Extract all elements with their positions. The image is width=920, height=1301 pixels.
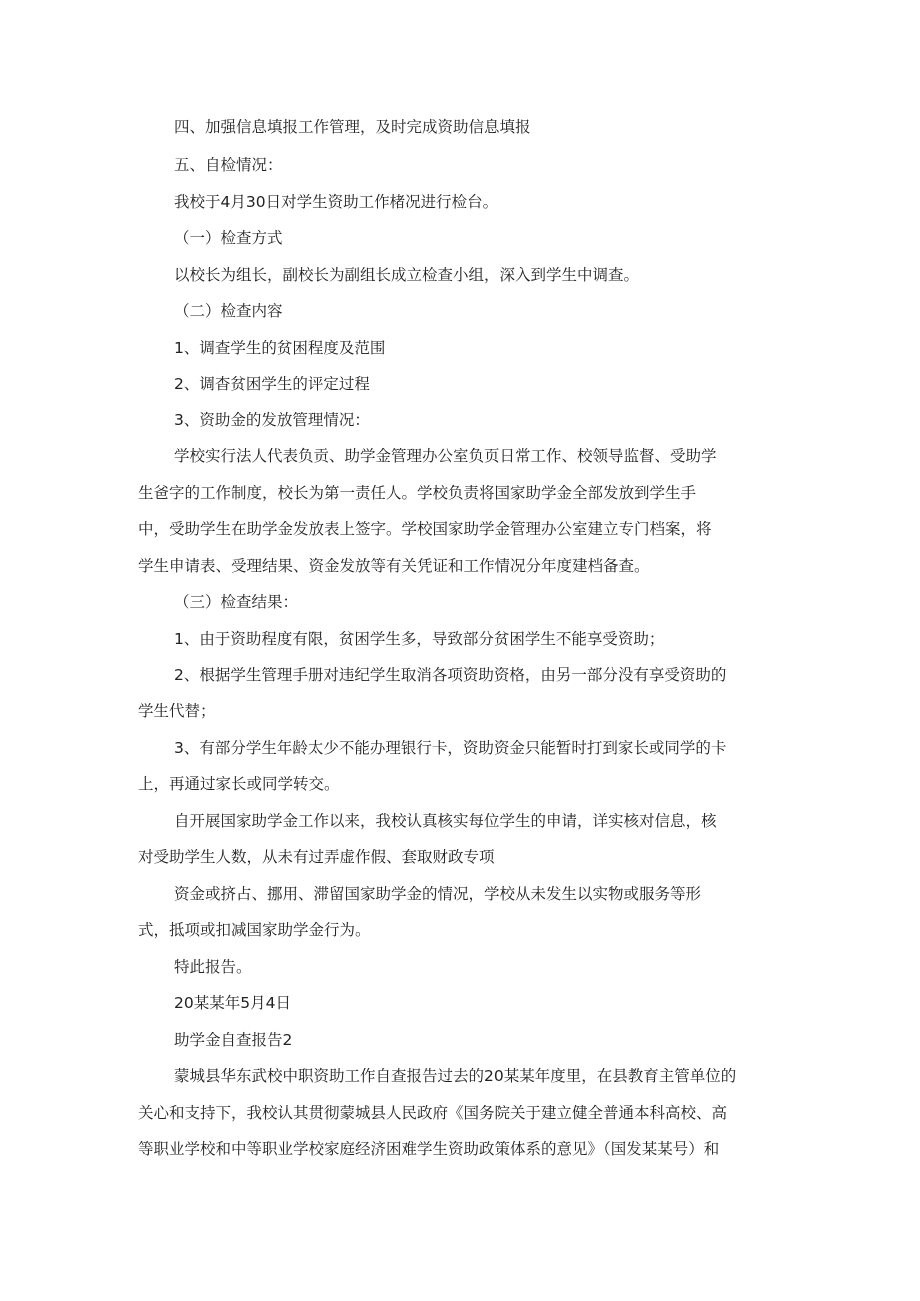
text-line-list-item: 3、资助金的发放管理情况： <box>174 411 370 429</box>
text-line: 学生申请表、受理结果、资金发放等有关凭证和工作情况分年度建档备查。 <box>138 557 650 575</box>
text-line: 式，抵项或扣减国家助学金行为。 <box>138 921 371 939</box>
text-line: 蒙城县华东武校中职资助工作自查报告过去的20某某年度里，在县教育主管单位的 <box>174 1067 737 1085</box>
text-line: 上，再通过家长或同学转交。 <box>138 775 340 793</box>
text-line-subheading-method: （一）检查方式 <box>174 229 283 247</box>
text-line: 以校长为组长，副校长为副组长成立检查小组，深入到学生中调查。 <box>174 266 640 284</box>
text-line-date: 20某某年5月4日 <box>174 994 291 1012</box>
text-line-list-item: 1、由于资助程度有限，贫困学生多，导致部分贫困学生不能享受资助； <box>174 630 665 648</box>
text-line: 中，受助学生在助学金发放表上签字。学校国家助学金管理办公室建立专门档案，将 <box>138 520 712 538</box>
text-line-subheading-result: （三）检查结果： <box>174 593 299 611</box>
text-line-closing: 特此报告。 <box>174 958 252 976</box>
text-line-list-item: 3、有部分学生年龄太少不能办理银行卡，资助资金只能暂时打到家长或同学的卡 <box>174 739 727 757</box>
text-line: 关心和支持下，我校认其贯彻蒙城县人民政府《国务院关于建立健全普通本科高校、高 <box>138 1104 728 1122</box>
text-line-heading-five: 五、自检情况： <box>174 156 283 174</box>
text-line: 生爸字的工作制度，校长为第一责任人。学校负责将国家助学金全部发放到学生手 <box>138 484 697 502</box>
text-line: 自开展国家助学金工作以来，我校认真核实每位学生的申请，详实核对信息，核 <box>174 812 717 830</box>
text-line-subheading-content: （二）检查内容 <box>174 302 283 320</box>
text-line-report-title: 助学金自查报告2 <box>174 1031 293 1049</box>
text-line: 我校于4月30日对学生资助工作楮况进行检台。 <box>174 193 499 211</box>
text-line: 对受助学生人数，从未有过弄虚作假、套取财政专项 <box>138 848 495 866</box>
text-line-list-item: 2、调杳贫困学生的评定过程 <box>174 375 370 393</box>
text-line-list-item: 1、调查学生的贫困程度及范围 <box>174 339 386 357</box>
text-line: 学生代替； <box>138 702 216 720</box>
text-line-heading-four: 四、加强信息填报工作管理，及时完成资助信息填报 <box>174 118 531 136</box>
text-line: 资金或挤占、挪用、滞留国家助学金的情况，学校从未发生以实物或服务等形 <box>174 885 702 903</box>
text-line: 学校实行法人代表负贡、助学金管理办公室负页日常工作、校领导监督、受助学 <box>174 447 717 465</box>
text-line-list-item: 2、根据学生管理手册对违纪学生取消各项资助资格，由另一部分没有享受资助的 <box>174 666 727 684</box>
text-line: 等职业学校和中等职业学校家庭经济困难学生资助政策体系的意见》（国发某某号）和 <box>138 1140 720 1158</box>
